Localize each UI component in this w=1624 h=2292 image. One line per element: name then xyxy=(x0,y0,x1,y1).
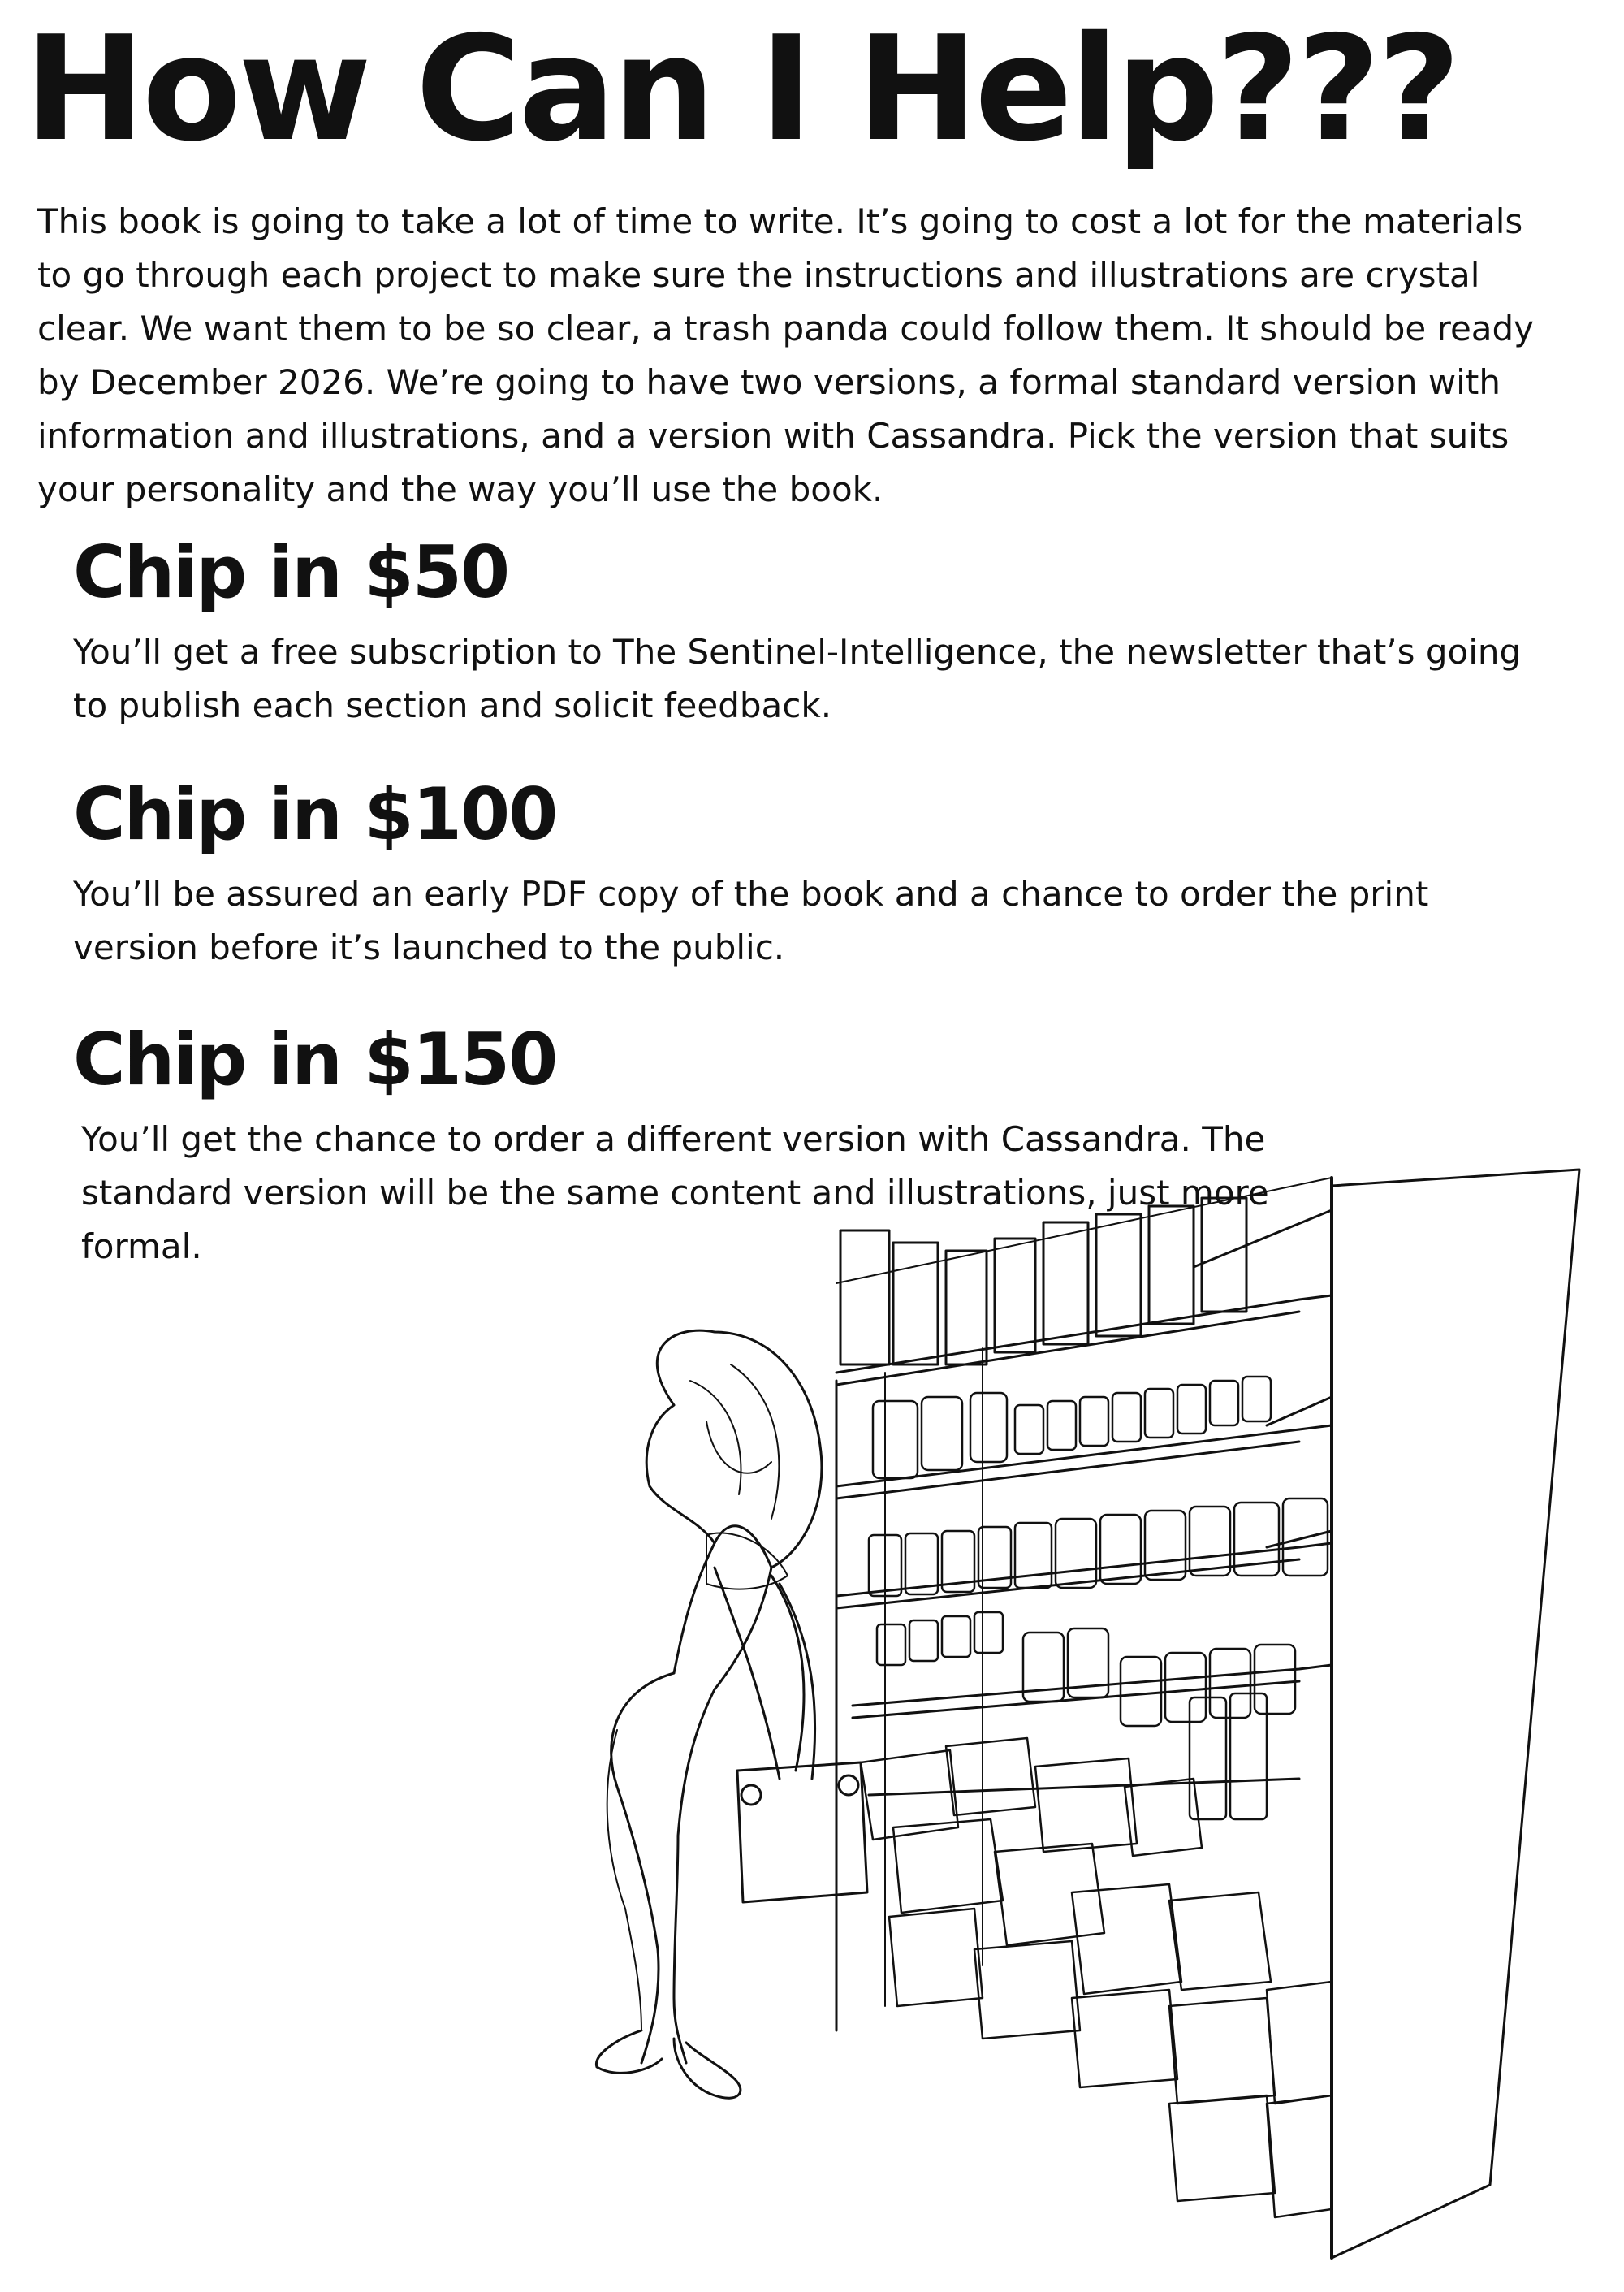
intro-paragraph: This book is going to take a lot of time to write. It’s going to cost a lot for the materials to go through each project to make sure the instructions and illustrations are crystal clear. We want them to be so clear, a trash panda could follow them. It should be ready by December 2026. We’re going to have two versions, a formal standard version with information and illustrations, and a version with Cassandra. Pick the version that suits your personality and the way you’ll use the book. xyxy=(37,201,1535,509)
tier-description: You’ll be assured an early PDF copy of the book and a chance to order the print version before it’s launched to the public. xyxy=(73,874,1429,967)
page-title: How Can I Help??? xyxy=(24,5,1458,173)
tier-heading: Chip in $50 xyxy=(73,530,509,614)
tier-100 xyxy=(73,770,1535,975)
pantry-illustration xyxy=(568,1153,1624,2292)
tier-heading: Chip in $100 xyxy=(73,772,557,856)
tier-description: You’ll get the chance to order a different version with Cassandra. The standard version will be the same content and illustrations, just more formal. xyxy=(81,1119,1269,1266)
tier-description: You’ll get a free subscription to The Sentinel-Intelligence, the newsletter that’s going to publish each section and solicit feedback. xyxy=(73,632,1522,725)
tier-heading: Chip in $150 xyxy=(73,1018,557,1101)
tier-50 xyxy=(73,528,1535,733)
